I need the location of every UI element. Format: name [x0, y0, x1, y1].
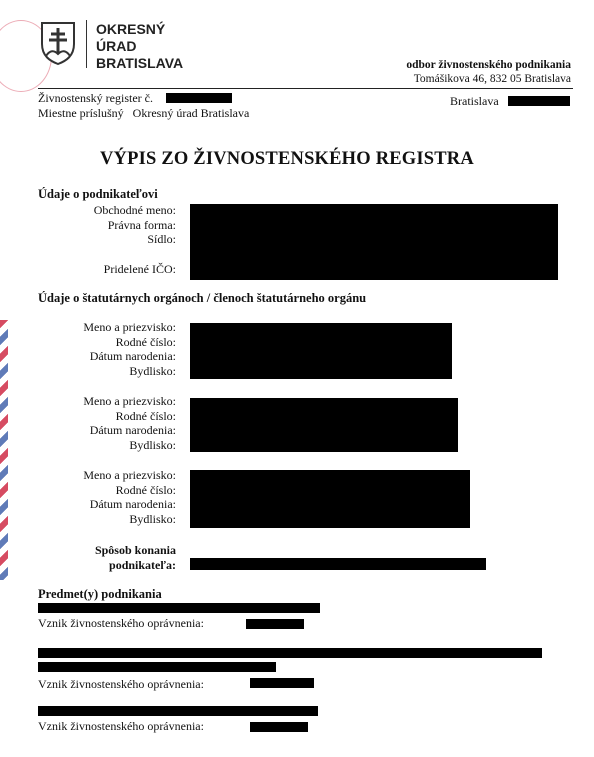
redacted-subject-1	[38, 603, 320, 613]
office-name	[96, 21, 183, 72]
p2-birthno-label: Rodné číslo:	[115, 409, 176, 423]
p2-birthdate-label: Dátum narodenia:	[89, 423, 176, 437]
competent-value: Okresný úrad Bratislava	[132, 106, 250, 120]
origin-label-1: Vznik živnostenského oprávnenia:	[38, 616, 204, 630]
field-business-name: Obchodné meno:	[93, 203, 176, 217]
origin-label-3: Vznik živnostenského oprávnenia:	[38, 719, 204, 733]
conduct-label-1: Spôsob konania	[94, 543, 176, 557]
redacted-entrepreneur-data	[190, 204, 558, 280]
city: Bratislava	[450, 94, 499, 108]
p1-address-label: Bydlisko:	[129, 364, 176, 378]
p3-birthno-label: Rodné číslo:	[115, 483, 176, 497]
redacted-subject-3	[38, 706, 318, 716]
conduct-label-2: podnikateľa:	[109, 558, 176, 572]
document-title: VÝPIS ZO ŽIVNOSTENSKÉHO REGISTRA	[100, 149, 474, 169]
redacted-register-no	[166, 93, 232, 103]
redacted-origin-date-2	[250, 678, 314, 688]
redacted-subject-2a	[38, 648, 542, 658]
p2-name-label: Meno a priezvisko:	[83, 394, 176, 408]
redacted-date	[508, 96, 570, 106]
competent-label: Miestne príslušný	[38, 106, 124, 120]
redacted-person-3	[190, 470, 470, 528]
field-seat: Sídlo:	[147, 232, 176, 246]
business-heading: Predmet(y) podnikania	[38, 587, 162, 601]
p2-address-label: Bydlisko:	[129, 438, 176, 452]
redacted-conduct	[190, 558, 486, 570]
redacted-origin-date-3	[250, 722, 308, 732]
register-label: Živnostenský register č.	[38, 91, 153, 105]
p3-address-label: Bydlisko:	[129, 512, 176, 526]
office-line2: ÚRAD	[96, 38, 137, 54]
competent-line	[38, 106, 249, 121]
entrepreneur-heading: Údaje o podnikateľovi	[38, 187, 158, 201]
field-ico: Pridelené IČO:	[103, 262, 176, 276]
border-stripe	[0, 320, 8, 580]
p1-name-label: Meno a priezvisko:	[83, 320, 176, 334]
field-legal-form: Právna forma:	[107, 218, 176, 232]
p1-birthdate-label: Dátum narodenia:	[89, 349, 176, 363]
department: odbor živnostenského podnikania	[406, 59, 571, 71]
origin-label-2: Vznik živnostenského oprávnenia:	[38, 677, 204, 691]
coat-of-arms-icon	[38, 20, 78, 66]
redacted-person-1	[190, 323, 452, 379]
office-line3: BRATISLAVA	[96, 55, 184, 71]
p1-birthno-label: Rodné číslo:	[115, 335, 176, 349]
office-line1: OKRESNÝ	[96, 21, 166, 37]
p3-birthdate-label: Dátum narodenia:	[89, 497, 176, 511]
p3-name-label: Meno a priezvisko:	[83, 468, 176, 482]
header-rule	[38, 88, 573, 89]
logo-divider	[86, 20, 87, 68]
redacted-subject-2b	[38, 662, 276, 672]
redacted-person-2	[190, 398, 458, 452]
statutory-heading: Údaje o štatutárnych orgánoch / členoch štatutárneho orgánu	[38, 291, 367, 305]
redacted-origin-date-1	[246, 619, 304, 629]
address: Tomášikova 46, 832 05 Bratislava	[413, 73, 571, 85]
